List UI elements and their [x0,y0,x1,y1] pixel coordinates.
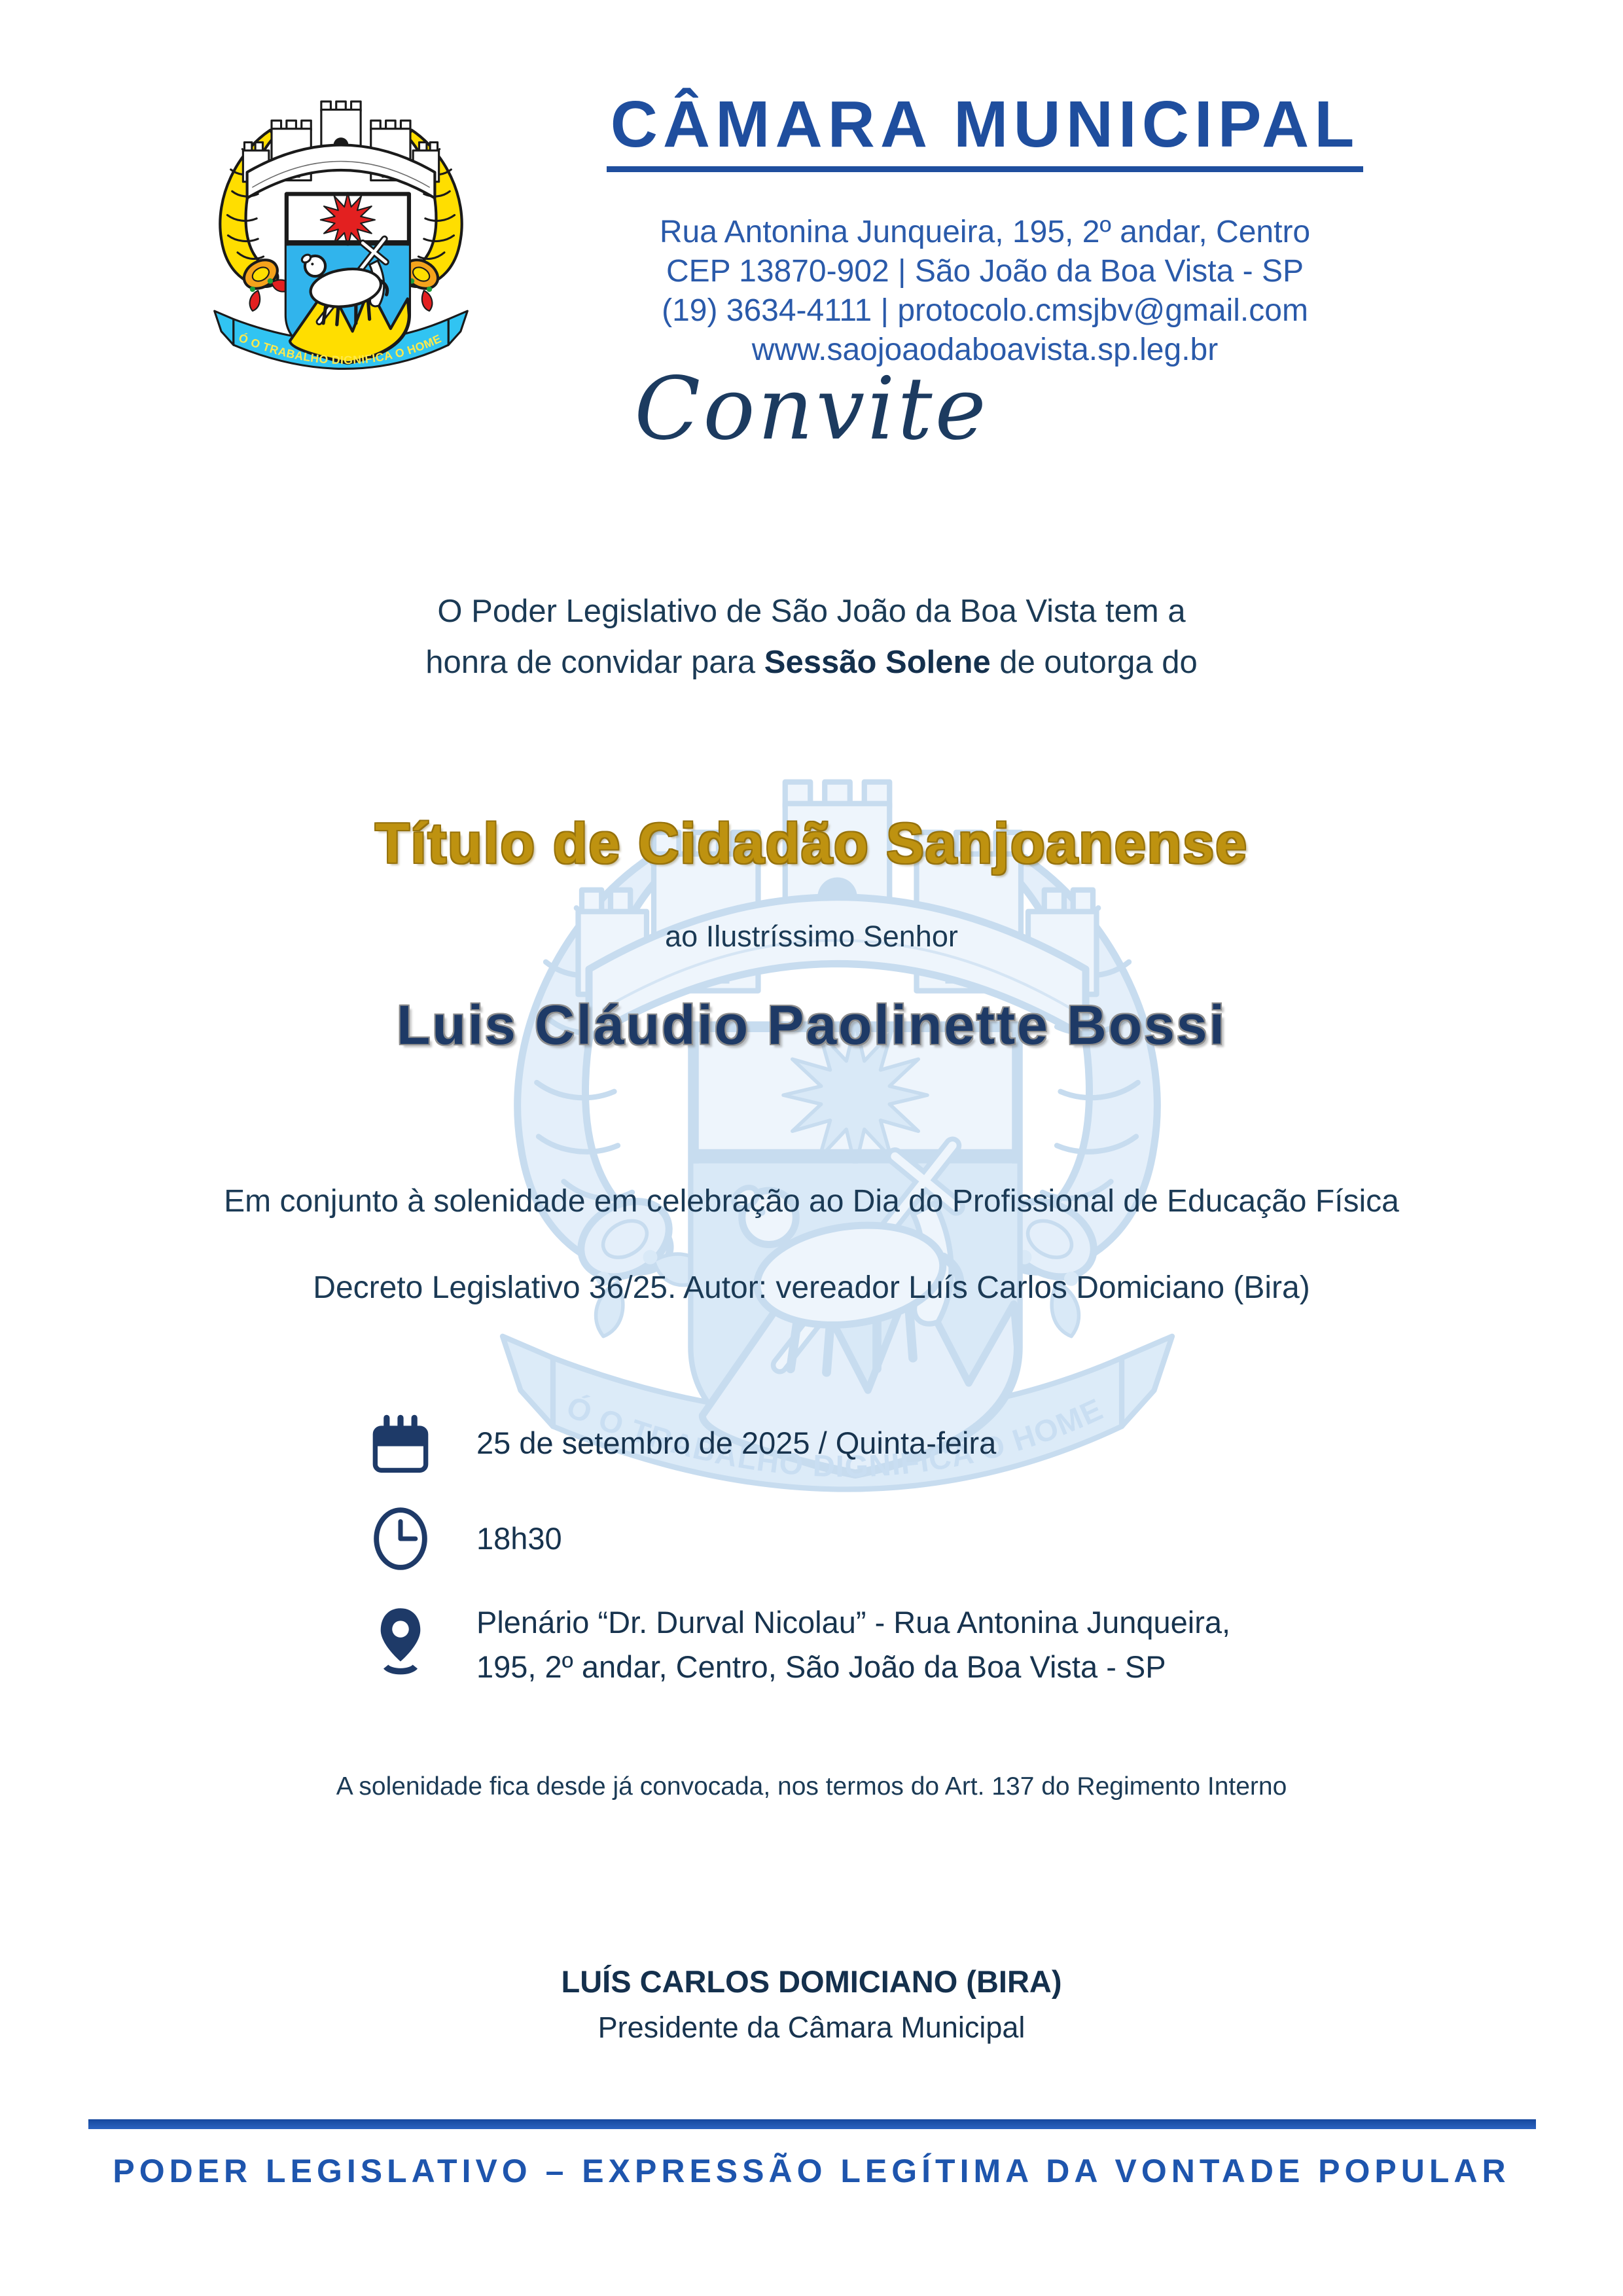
footnote: A solenidade fica desde já convocada, nos termos do Art. 137 do Regimento Interno [336,1772,1287,1801]
event-location-line-2: 195, 2º andar, Centro, São João da Boa Vista - SP [476,1649,1166,1684]
event-date-row [368,1407,996,1479]
address-line-1: Rua Antonina Junqueira, 195, 2º andar, Centro [659,215,1311,249]
org-title: CÂMARA MUNICIPAL [607,92,1364,172]
footer-divider [88,2119,1536,2129]
honor-title: Título de Cidadão Sanjoanense [375,812,1248,875]
event-date: 25 de setembro de 2025 / Quinta-feira [476,1425,997,1460]
honoree-name: Luis Cláudio Paolinette Bossi [397,994,1226,1056]
intro-line-2-suffix: de outorga do [990,645,1198,681]
municipal-crest-logo [185,48,497,395]
intro-paragraph [0,586,1623,689]
header [550,88,1420,172]
address-line-4: www.saojoaodaboavista.sp.leg.br [751,332,1219,367]
location-pin-icon [368,1606,433,1683]
intro-line-2 [0,637,1623,688]
org-address [550,213,1420,370]
event-time-row [368,1503,562,1575]
event-location [476,1600,1230,1689]
script-title: Convite [634,359,989,459]
event-time: 18h30 [476,1520,562,1556]
address-line-3: (19) 3634-4111 | protocolo.cmsjbv@gmail.com [662,293,1308,328]
signature-role: Presidente da Câmara Municipal [597,2011,1026,2044]
intro-line-2-prefix: honra de convidar para [425,645,764,681]
context-line-1: Em conjunto à solenidade em celebração ao Dia do Profissional de Educação Física [224,1184,1399,1219]
footer-slogan: PODER LEGISLATIVO – EXPRESSÃO LEGÍTIMA DA VONTADE POPULAR [113,2153,1510,2189]
event-location-line-1: Plenário “Dr. Durval Nicolau” - Rua Antonina Junqueira, [476,1604,1231,1640]
calendar-icon [368,1411,433,1475]
honoree-intro: ao Ilustríssimo Senhor [665,920,958,953]
intro-line-2-bold: Sessão Solene [764,645,991,681]
event-location-row [368,1596,1230,1694]
address-line-2: CEP 13870-902 | São João da Boa Vista - SP [666,254,1304,289]
intro-line-1: O Poder Legislativo de São João da Boa Vista tem a [437,594,1186,629]
context-line-2: Decreto Legislativo 36/25. Autor: vereador Luís Carlos Domiciano (Bira) [313,1270,1310,1305]
clock-icon [368,1506,433,1571]
signature-name: LUÍS CARLOS DOMICIANO (BIRA) [561,1964,1062,1999]
